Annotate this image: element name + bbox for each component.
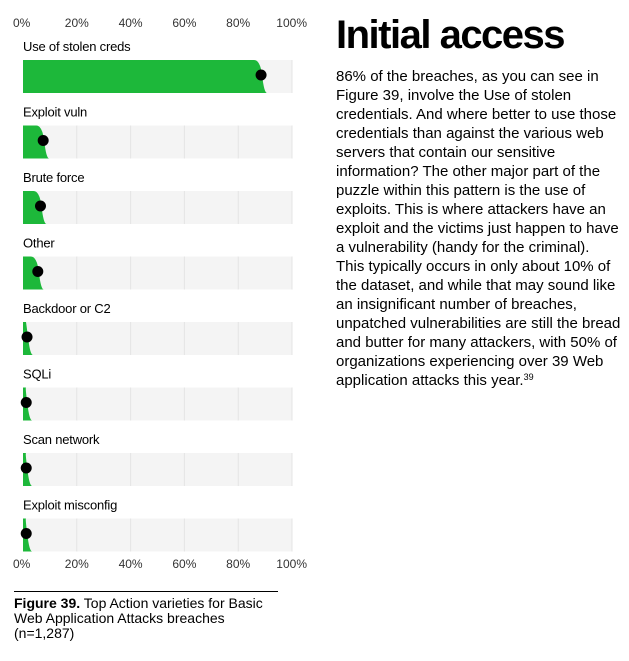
x-tick-bottom-5: 100% (276, 557, 307, 571)
section-title: Initial access (336, 13, 565, 57)
action-varieties-chart (0, 0, 310, 580)
point-estimate-dot-2 (35, 201, 46, 212)
bar-track-5 (23, 388, 292, 421)
category-label-4: Backdoor or C2 (23, 301, 111, 316)
bar-track-7 (23, 519, 292, 552)
body-text: 86% of the breaches, as you can see in Figure 39, involve the Use of stolen credentials. And where better to use those credentials than against the various web servers that contain our sensitive information? The other major part of the puzzle within this pattern is the use of exploits. This is where attackers have an exploit and the victims just happen to have a vulnerability (handy for the criminal). This typically occurs in only about 10% of the dataset, and while that may sound like an insignificant number of breaches, unpatched vulnerabilities are still the bread and butter for many attackers, with 50% of organizations experiencing over 39 Web application attacks this year. (336, 68, 621, 389)
x-tick-top-0: 0% (13, 16, 31, 30)
category-label-1: Exploit vuln (23, 104, 88, 120)
x-tick-top-1: 20% (64, 16, 89, 30)
category-label-3: Other (23, 235, 55, 251)
category-label-5: SQLi (23, 366, 52, 382)
point-estimate-dot-5 (21, 397, 32, 408)
category-label-6: Scan network (23, 432, 100, 447)
bar-0 (23, 60, 267, 93)
bar-track-6 (23, 453, 292, 486)
body-paragraph (336, 67, 621, 390)
bar-track-3 (23, 257, 292, 290)
caption-text: Top Action varieties for Basic Web Application Attacks breaches (n=1,287) (14, 595, 263, 641)
point-estimate-dot-0 (256, 70, 267, 81)
x-tick-top-4: 80% (226, 16, 251, 30)
figure-caption (14, 596, 284, 641)
category-label-7: Exploit misconfig (23, 497, 118, 513)
x-tick-top-2: 40% (118, 16, 143, 30)
x-tick-bottom-3: 60% (172, 557, 197, 571)
point-estimate-dot-6 (21, 463, 32, 474)
point-estimate-dot-7 (21, 528, 32, 539)
point-estimate-dot-4 (22, 332, 33, 343)
x-tick-top-3: 60% (172, 16, 197, 30)
caption-rule (14, 591, 278, 592)
category-label-2: Brute force (23, 170, 85, 185)
bar-track-4 (23, 322, 292, 355)
footnote-ref: 39 (523, 372, 534, 382)
x-tick-bottom-2: 40% (118, 557, 143, 571)
point-estimate-dot-3 (32, 266, 43, 277)
x-tick-top-5: 100% (276, 16, 307, 30)
point-estimate-dot-1 (38, 135, 49, 146)
category-label-0: Use of stolen creds (23, 39, 131, 54)
x-tick-bottom-0: 0% (13, 557, 31, 571)
x-tick-bottom-1: 20% (64, 557, 89, 571)
bar-track-1 (23, 126, 292, 159)
x-tick-bottom-4: 80% (226, 557, 251, 571)
bar-track-2 (23, 191, 292, 224)
caption-label: Figure 39. (14, 595, 81, 611)
